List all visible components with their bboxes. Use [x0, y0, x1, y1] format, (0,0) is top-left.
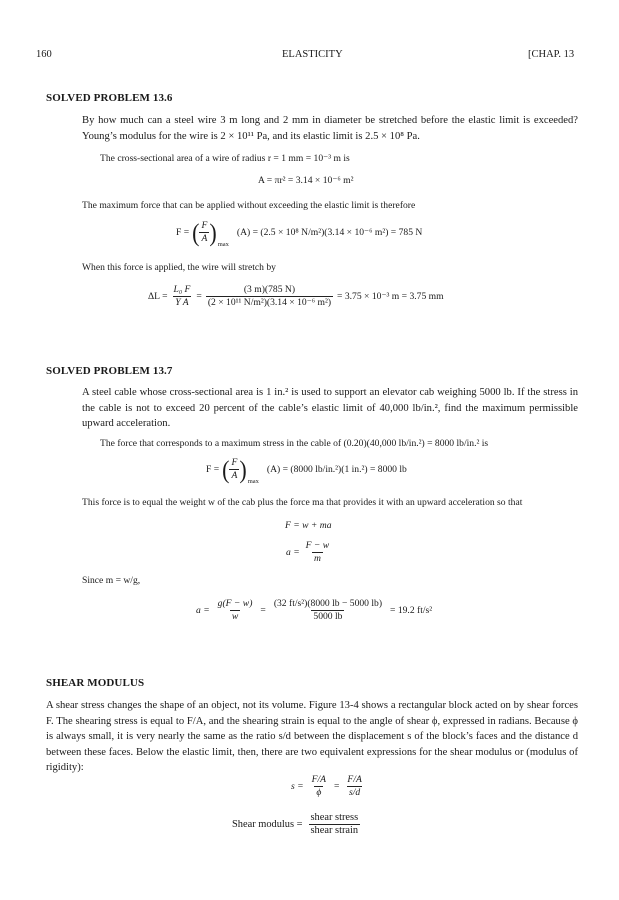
equation-shear-modulus-words: [232, 812, 360, 837]
equation-elongation: [148, 284, 444, 309]
equation-lhs: s =: [291, 781, 304, 792]
subscript-max: max: [217, 241, 229, 248]
equation-lhs: a =: [196, 605, 210, 616]
problem-heading: SOLVED PROBLEM 13.6: [46, 92, 173, 104]
fraction-numerator: (32 ft/s²)(8000 lb − 5000 lb): [273, 598, 383, 609]
fraction-numerator: F/A: [347, 774, 362, 785]
fraction-numerator: g(F − w): [217, 598, 253, 609]
equation-shear-modulus: [291, 774, 364, 799]
fraction-numerator: (3 m)(785 N): [243, 284, 296, 295]
chapter-reference: [CHAP. 13: [528, 49, 575, 60]
fraction-denominator: A: [201, 233, 208, 244]
fraction-denominator: (2 × 10¹¹ N/m²)(3.14 × 10⁻⁶ m²): [207, 297, 332, 308]
fraction-denominator: shear strain: [310, 825, 359, 836]
equation-lhs: Shear modulus =: [232, 819, 303, 830]
page-number: 160: [36, 49, 52, 60]
subscript-max: max: [247, 478, 259, 485]
equation-lhs: ΔL =: [148, 291, 168, 302]
fraction-numerator: shear stress: [310, 812, 359, 823]
fraction-denominator: s/d: [349, 787, 361, 798]
equation-result: = 3.75 × 10⁻³ m = 3.75 mm: [337, 291, 444, 302]
solution-text: The force that corresponds to a maximum stress in the cable of (0.20)(40,000 lb/in.²) = 8000 lb/in.² is: [100, 438, 489, 449]
equation-cable-force: F = ( $\frac{F}{A}$ ) max (A) = (8000 lb/in.²)(1 in.²) = 8000 lb: [206, 454, 407, 485]
problem-statement: A steel cable whose cross-sectional area is 1 in.² is used to support an elevator cab weighing 5000 lb. If the stress in the cable is not to exceed 20 percent of the cable’s elastic limit of 40,000 lb/in.², find the maximum permissible upward acceleration.: [82, 387, 578, 429]
equation-acceleration: [286, 540, 331, 565]
equation-max-force: F = ( $\frac{F}{A}$ ) max (A) = (2.5 × 10⁸ N/m²)(3.14 × 10⁻⁶ m²) = 785 N: [176, 217, 423, 248]
equation-rhs: (A) = (2.5 × 10⁸ N/m²)(3.14 × 10⁻⁶ m²) = 785 N: [236, 227, 423, 238]
equation-lhs: a =: [286, 547, 300, 558]
solution-text: When this force is applied, the wire will stretch by: [82, 262, 276, 273]
solution-text: The cross-sectional area of a wire of radius r = 1 mm = 10⁻³ m is: [100, 153, 350, 164]
running-title: ELASTICITY: [282, 49, 343, 60]
fraction-denominator: w: [231, 611, 239, 622]
fraction-numerator: F − w: [305, 540, 330, 551]
equation-area: A = πr² = 3.14 × 10⁻⁶ m²: [258, 175, 354, 186]
equals-sign: =: [334, 781, 340, 792]
fraction-denominator: A: [231, 470, 238, 481]
equation-result: = 19.2 ft/s²: [390, 605, 433, 616]
problem-heading: SOLVED PROBLEM 13.7: [46, 365, 173, 377]
equals-sign: =: [260, 605, 266, 616]
equals-sign: =: [196, 291, 202, 302]
solution-text: The maximum force that can be applied without exceeding the elastic limit is therefore: [82, 200, 416, 211]
section-paragraph: A shear stress changes the shape of an object, not its volume. Figure 13-4 shows a rectangular block acted on by shear forces F. The shearing stress is equal to F/A, and the shearing strain is equal to the angle of shear ϕ, expressed in radians. Because ϕ is always small, it is very nearly the same as the ratio s/d between the displacement s of the block’s faces and the distance d between these faces. Below the elastic limit, then, there are two equivalent expressions for the shear modulus or (modulus of rigidity):: [46, 700, 578, 773]
equation-rhs: (A) = (8000 lb/in.²)(1 in.²) = 8000 lb: [266, 464, 407, 475]
fraction-numerator: F: [201, 220, 208, 231]
fraction-denominator: ϕ: [316, 787, 322, 798]
fraction-numerator: F/A: [311, 774, 326, 785]
section-heading: SHEAR MODULUS: [46, 677, 145, 689]
fraction-denominator: 5000 lb: [313, 611, 343, 622]
fraction-numerator: F: [231, 457, 238, 468]
fraction-numerator: L₀ F: [173, 284, 191, 295]
equation-lhs: F =: [176, 227, 190, 238]
equation-acceleration-result: [196, 598, 432, 623]
solution-text: This force is to equal the weight w of the cab plus the force ma that provides it with an upward acceleration so that: [82, 497, 523, 508]
problem-statement: By how much can a steel wire 3 m long and 2 mm in diameter be stretched before the elastic limit is exceeded? Young’s modulus for the wire is 2 × 10¹¹ Pa, and its elastic limit is 2.5 × 10⁸ Pa.: [82, 115, 578, 142]
solution-text: Since m = w/g,: [82, 575, 141, 586]
fraction-denominator: m: [313, 553, 321, 564]
equation-newton: F = w + ma: [285, 520, 332, 531]
equation-lhs: F =: [206, 464, 220, 475]
fraction-denominator: Y A: [175, 297, 189, 308]
